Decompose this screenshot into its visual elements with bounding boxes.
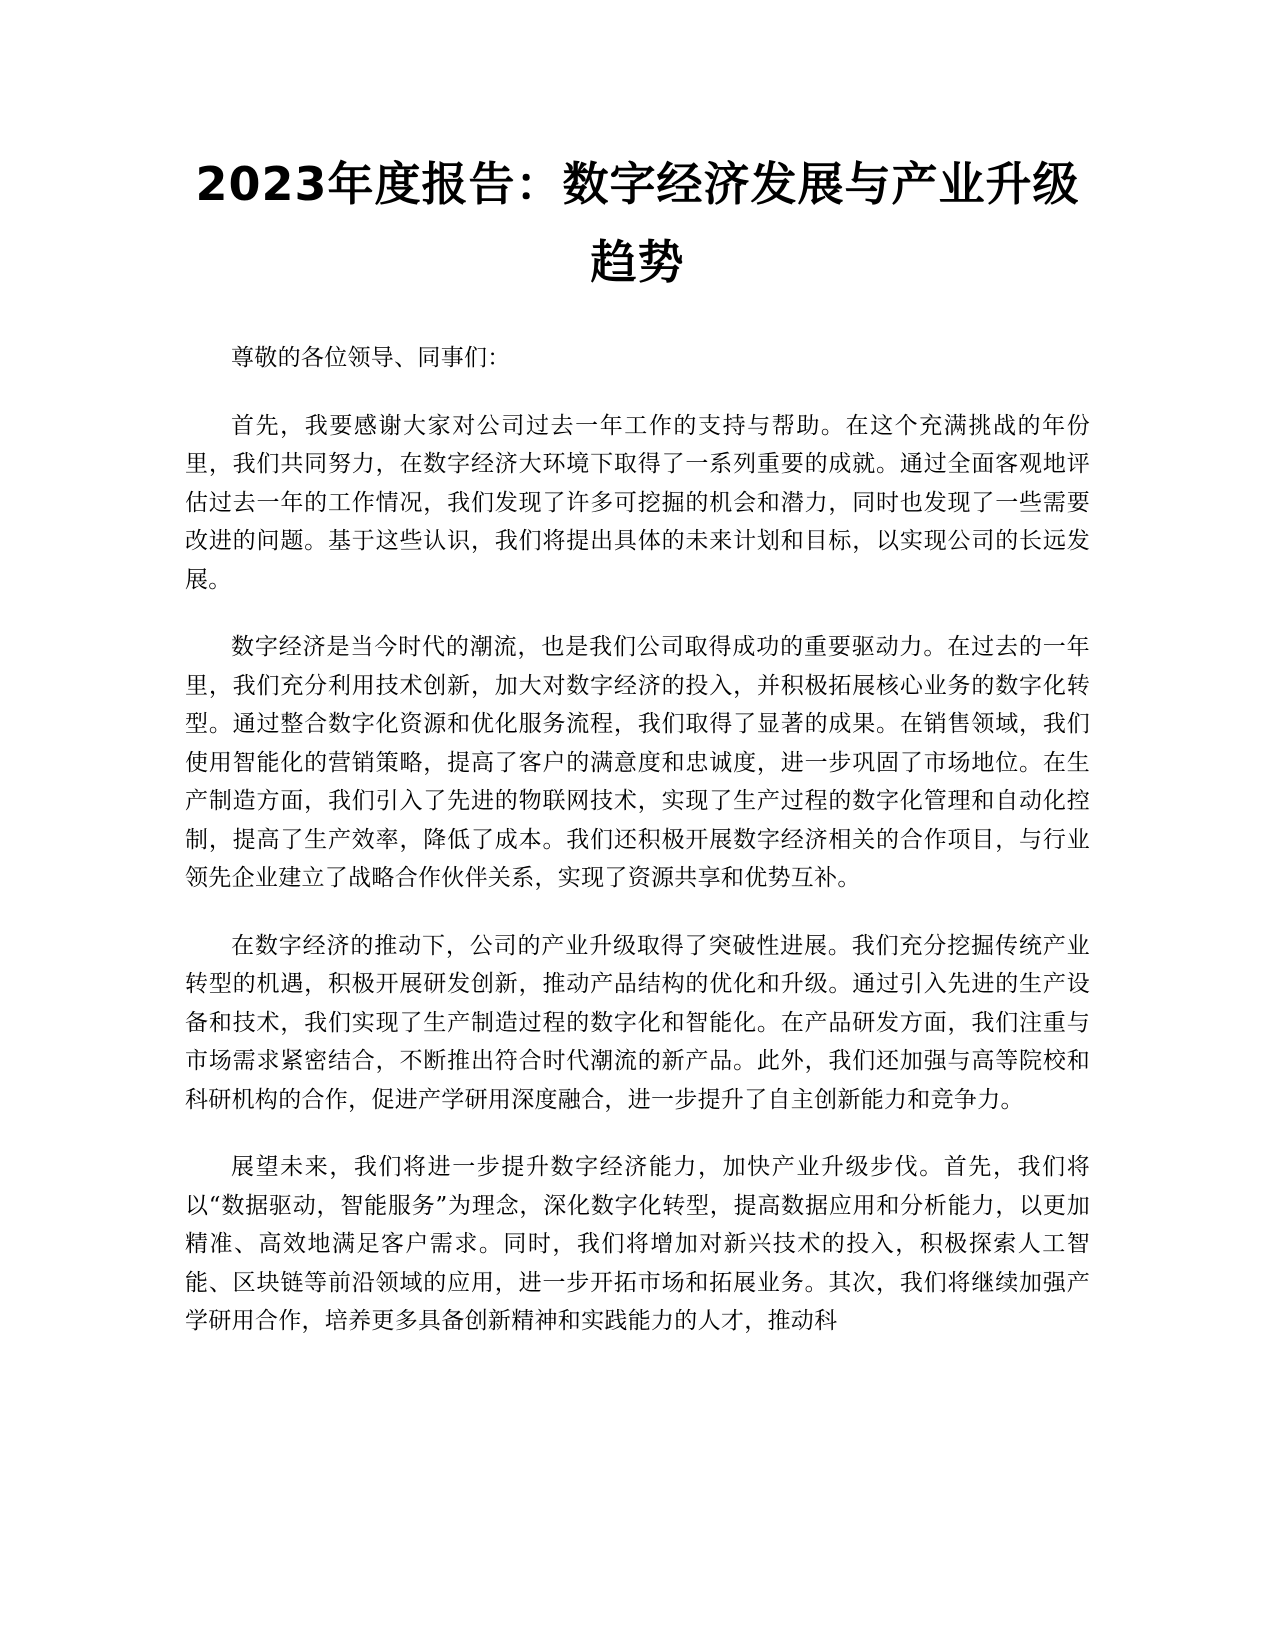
document-body	[185, 339, 1090, 1341]
body-paragraph: 展望未来，我们将进一步提升数字经济能力，加快产业升级步伐。首先，我们将以“数据驱动，智能服务”为理念，深化数字化转型，提高数据应用和分析能力，以更加精准、高效地满足客户需求。同时，我们将增加对新兴技术的投入，积极探索人工智能、区块链等前沿领域的应用，进一步开拓市场和拓展业务。其次，我们将继续加强产学研用合作，培养更多具备创新精神和实践能力的人才，推动科	[185, 1154, 1090, 1334]
body-paragraph: 首先，我要感谢大家对公司过去一年工作的支持与帮助。在这个充满挑战的年份里，我们共同努力，在数字经济大环境下取得了一系列重要的成就。通过全面客观地评估过去一年的工作情况，我们发现了许多可挖掘的机会和潜力，同时也发现了一些需要改进的问题。基于这些认识，我们将提出具体的未来计划和目标，以实现公司的长远发展。	[185, 412, 1090, 593]
document-page	[185, 145, 1090, 1370]
document-title: 2023年度报告：数字经济发展与产业升级趋势	[195, 157, 1080, 289]
body-paragraph: 在数字经济的推动下，公司的产业升级取得了突破性进展。我们充分挖掘传统产业转型的机遇，积极开展研发创新，推动产品结构的优化和升级。通过引入先进的生产设备和技术，我们实现了生产制造过程的数字化和智能化。在产品研发方面，我们注重与市场需求紧密结合，不断推出符合时代潮流的新产品。此外，我们还加强与高等院校和科研机构的合作，促进产学研用深度融合，进一步提升了自主创新能力和竞争力。	[185, 932, 1090, 1113]
body-paragraph: 数字经济是当今时代的潮流，也是我们公司取得成功的重要驱动力。在过去的一年里，我们充分利用技术创新，加大对数字经济的投入，并积极拓展核心业务的数字化转型。通过整合数字化资源和优化服务流程，我们取得了显著的成果。在销售领域，我们使用智能化的营销策略，提高了客户的满意度和忠诚度，进一步巩固了市场地位。在生产制造方面，我们引入了先进的物联网技术，实现了生产过程的数字化管理和自动化控制，提高了生产效率，降低了成本。我们还积极开展数字经济相关的合作项目，与行业领先企业建立了战略合作伙伴关系，实现了资源共享和优势互补。	[185, 634, 1090, 891]
salutation-paragraph: 尊敬的各位领导、同事们：	[231, 345, 511, 371]
